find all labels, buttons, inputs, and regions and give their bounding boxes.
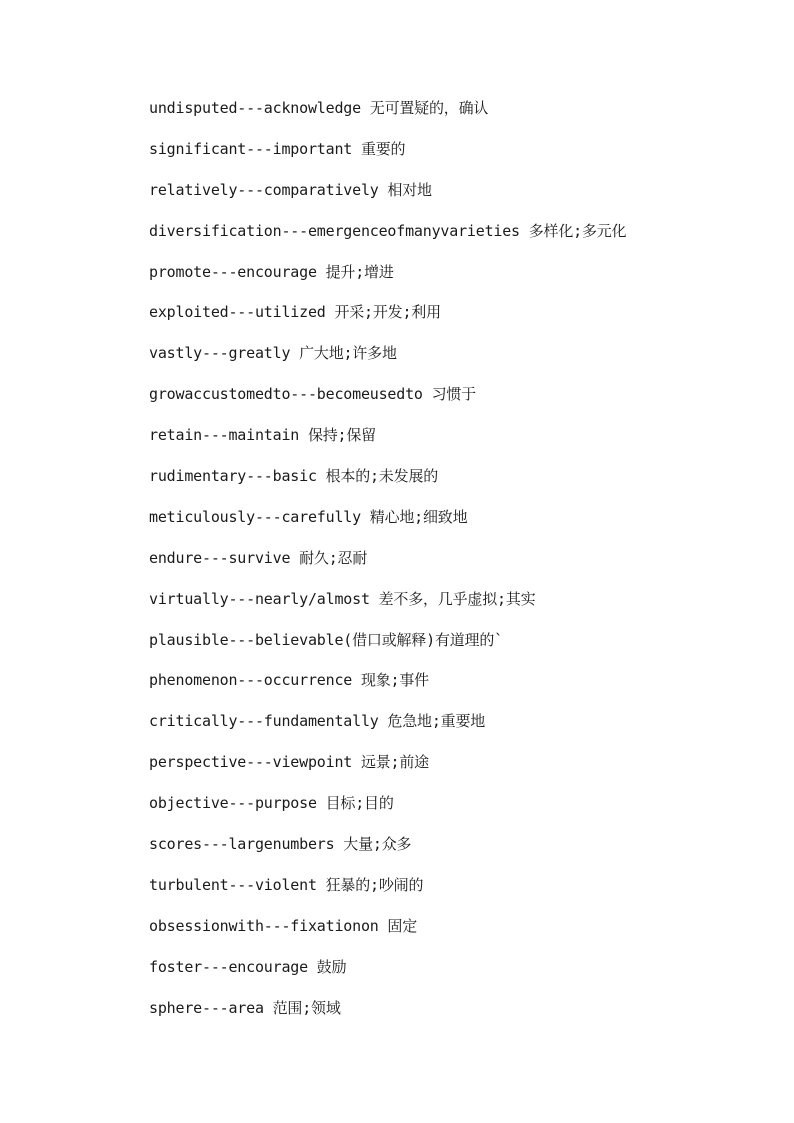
vocab-line: growaccustomedto---becomeusedto 习惯于 xyxy=(149,385,476,404)
vocab-line: scores---largenumbers 大量;众多 xyxy=(149,835,412,854)
vocab-line: promote---encourage 提升;增进 xyxy=(149,262,394,281)
vocab-line: obsessionwith---fixationon 固定 xyxy=(149,916,418,935)
vocab-line: significant---important 重要的 xyxy=(149,139,406,158)
vocab-line: objective---purpose 目标;目的 xyxy=(149,794,394,813)
vocab-line: plausible---believable(借口或解释)有道理的` xyxy=(149,630,503,649)
vocabulary-list xyxy=(149,92,749,1032)
vocab-line: diversification---emergenceofmanyvarieties 多样化;多元化 xyxy=(149,221,627,240)
vocab-line: sphere---area 范围;领域 xyxy=(149,998,341,1017)
vocab-line: perspective---viewpoint 远景;前途 xyxy=(149,753,429,772)
vocab-line: rudimentary---basic 根本的;未发展的 xyxy=(149,467,439,486)
vocab-line: relatively---comparatively 相对地 xyxy=(149,180,432,199)
vocab-line: critically---fundamentally 危急地;重要地 xyxy=(149,712,486,731)
vocab-line: undisputed---acknowledge 无可置疑的，确认 xyxy=(149,99,489,117)
vocab-line: vastly---greatly 广大地;许多地 xyxy=(149,344,397,363)
vocab-line: phenomenon---occurrence 现象;事件 xyxy=(149,671,429,690)
vocab-line: endure---survive 耐久;忍耐 xyxy=(149,548,368,567)
vocab-line: virtually---nearly/almost 差不多，几乎虚拟;其实 xyxy=(149,589,536,608)
vocab-line: foster---encourage 鼓励 xyxy=(149,957,347,976)
vocab-line: turbulent---violent 狂暴的;吵闹的 xyxy=(149,875,424,894)
vocab-line: meticulously---carefully 精心地;细致地 xyxy=(149,507,468,526)
vocab-line: retain---maintain 保持;保留 xyxy=(149,426,376,445)
vocab-line: exploited---utilized 开采;开发;利用 xyxy=(149,303,441,322)
